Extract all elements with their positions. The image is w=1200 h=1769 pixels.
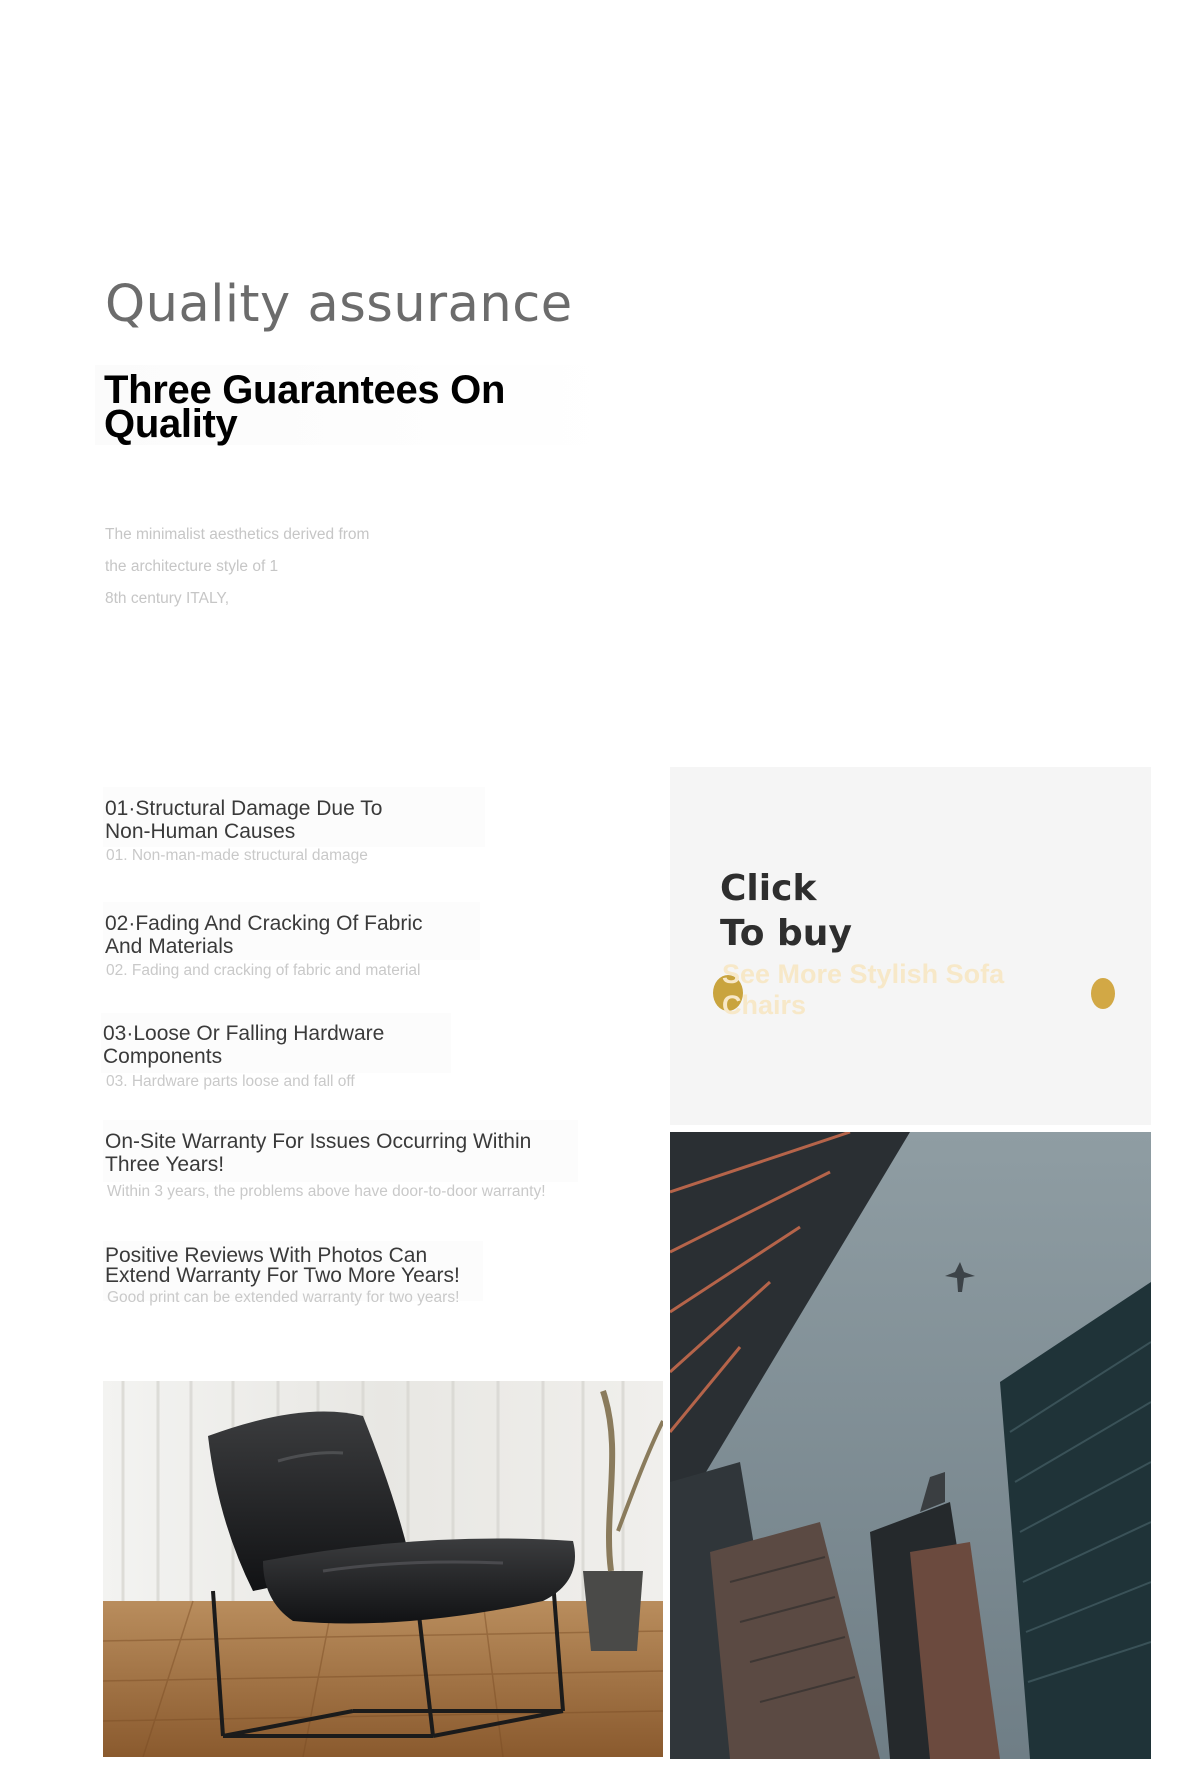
guarantee-item-5 — [105, 1246, 460, 1307]
guarantee-2-title-line-2: And Materials — [105, 935, 234, 958]
guarantee-1-title-line-1: 01·Structural Damage Due To — [105, 797, 383, 820]
section-eyebrow: Quality assurance — [105, 275, 573, 334]
guarantee-1-title-line-2: Non-Human Causes — [105, 820, 296, 843]
buy-heading[interactable] — [720, 866, 852, 956]
description-line-1: The minimalist aesthetics derived from — [105, 526, 370, 543]
guarantee-item-1 — [105, 797, 382, 865]
guarantee-3-subtitle: 03. Hardware parts loose and fall off — [106, 1073, 355, 1090]
page-title-line-1: Three Guarantees On — [104, 368, 506, 412]
see-more-link[interactable]: See More Stylish Sofa Chairs — [722, 959, 1005, 1020]
buy-heading-line-2: To buy — [720, 913, 852, 954]
sofa-chair-photo — [103, 1381, 663, 1757]
guarantee-1-subtitle: 01. Non-man-made structural damage — [106, 847, 368, 864]
page-title-line-2: Quality — [104, 402, 238, 446]
right-arrow-icon[interactable] — [1091, 978, 1115, 1009]
page-title — [104, 368, 624, 446]
skyscraper-photo — [670, 1132, 1151, 1759]
guarantee-4-title-line-1: On-Site Warranty For Issues Occurring Within — [105, 1130, 532, 1153]
guarantee-3-title-line-2: Components — [103, 1045, 223, 1068]
guarantee-4-subtitle: Within 3 years, the problems above have door-to-door warranty! — [107, 1183, 546, 1200]
guarantee-item-3 — [103, 1022, 384, 1091]
guarantee-3-title-line-1: 03·Loose Or Falling Hardware — [103, 1022, 385, 1045]
guarantee-item-4 — [105, 1130, 546, 1201]
guarantee-item-2 — [105, 912, 422, 980]
guarantee-2-title-line-1: 02·Fading And Cracking Of Fabric — [105, 912, 423, 935]
guarantee-5-title-line-1: Positive Reviews With Photos Can — [105, 1244, 428, 1267]
guarantee-5-title-line-2: Extend Warranty For Two More Years! — [105, 1264, 460, 1287]
guarantee-2-subtitle: 02. Fading and cracking of fabric and material — [106, 962, 421, 979]
description-line-3: 8th century ITALY, — [105, 590, 230, 607]
buy-heading-line-1: Click — [720, 868, 817, 909]
intro-description — [105, 519, 425, 615]
description-line-2: the architecture style of 1 — [105, 558, 279, 575]
guarantee-5-subtitle: Good print can be extended warranty for two years! — [107, 1289, 460, 1306]
guarantee-4-title-line-2: Three Years! — [105, 1153, 225, 1176]
